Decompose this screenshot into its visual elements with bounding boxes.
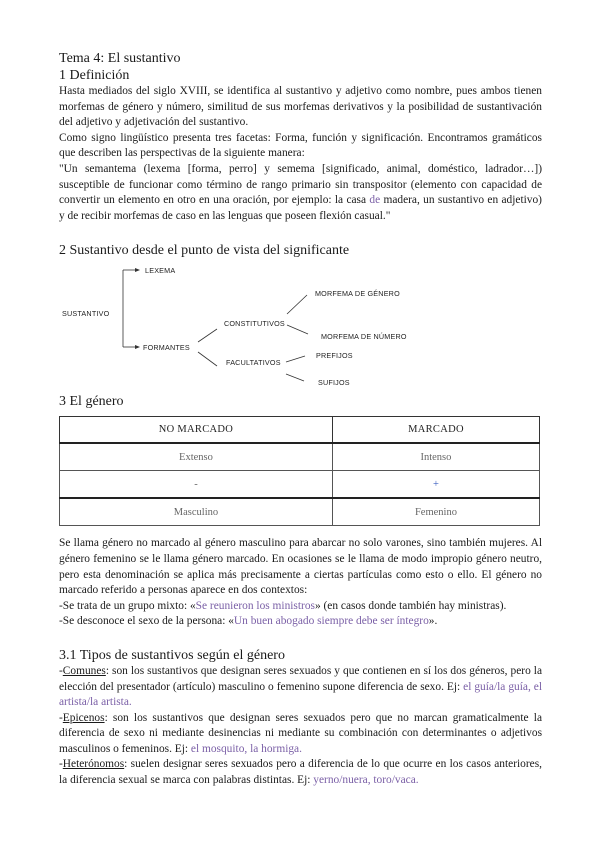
epicenos-dash: - [59,711,63,724]
heteronomos-dash: - [59,758,63,771]
comunes-paragraph [59,664,542,711]
header-no-marcado: NO MARCADO [60,417,333,444]
arrow-constitutivos [198,329,217,342]
section-1-heading: 1 Definición [59,68,130,83]
arrow-prefijos [286,356,305,362]
context-1-intro: -Se trata de un grupo mixto: « [59,599,196,612]
table-row [60,443,540,471]
context-2-example: Un buen abogado siempre debe ser íntegro [233,615,429,628]
quote-part-a: "Un semantema (lexema [forma, perro] y semema [significado, animal, doméstico, ladrador…]) susceptible de funcionar como término de rango primario sin transpositor (elemento con capacidad de convertir un elemento en otro en una oración, por ejemplo: la casa [59,162,542,207]
context-1-outro: » (en casos donde también hay ministras). [314,599,507,612]
heteronomos-text: : suelen designar seres sexuados pero a diferencia de lo que ocurre en los casos anteriores, la diferencia sexual se marca con palabras distintas. Ej: [59,758,542,787]
diagram-lexema: LEXEMA [145,266,176,276]
arrow-facultativos [198,352,217,366]
facets-paragraph: Como signo lingüístico presenta tres facetas: Forma, función y significación. Encontramos gramáticos que describen las perspectivas de la siguiente manera: [59,131,542,160]
cell-femenino: Femenino [332,498,539,526]
arrow-morfema-numero [287,325,308,334]
section-3-heading: 3 El género [59,394,124,410]
context-2-intro: -Se desconoce el sexo de la persona: « [59,615,234,628]
section-2-heading: 2 Sustantivo desde el punto de vista del significante [59,243,350,259]
header-marcado: MARCADO [332,417,539,444]
cell-extenso: Extenso [60,443,333,471]
diagram-morfema-genero: MORFEMA DE GÉNERO [315,289,400,299]
gender-table [59,416,540,526]
quote-part-b: madera, un sustantivo en adjetivo) y de recibir morfemas de caso en las lenguas que poseen flexión casual." [59,194,542,222]
quote-highlight-de: de [369,194,381,207]
definition-quote [59,162,542,224]
epicenos-term: Epicenos [62,711,105,724]
arrowhead-lexema [135,268,140,272]
diagram-formantes: FORMANTES [143,343,190,353]
diagram-facultativos: FACULTATIVOS [226,358,281,368]
comunes-example: el guía/la guía, el artista/la artista. [59,680,542,709]
document-page [59,50,542,789]
context-grupo-mixto [59,599,542,615]
context-sexo-desconocido [59,614,542,630]
context-2-outro: ». [428,615,438,628]
epicenos-paragraph [59,711,542,758]
arrow-sufijos [286,374,304,381]
significante-diagram [59,261,542,393]
diagram-morfema-numero: MORFEMA DE NÚMERO [321,332,407,342]
cell-minus: - [60,471,333,499]
cell-plus: + [332,471,539,499]
document-title: Tema 4: El sustantivo [59,51,181,66]
diagram-constitutivos: CONSTITUTIVOS [224,319,285,329]
comunes-text: : son los sustantivos que designan seres sexuados y que contienen en sí los dos géneros, pero la elección del presentador (artículo) masculino o femenino supone diferencia de sexo. Ej: [59,664,542,693]
cell-intenso: Intenso [332,443,539,471]
heteronomos-example: yerno/nuera, toro/vaca. [313,774,419,787]
heteronomos-term: Heterónomos [62,758,125,771]
table-header-row [60,417,540,444]
heteronomos-paragraph [59,757,542,788]
definition-paragraph: Hasta mediados del siglo XVIII, se identifica al sustantivo y adjetivo como nombre, pues ambos tienen morfemas de género y número, similitud de sus morfemas derivativos y la posibilidad de sustantivación del adjetivo y adjetivación del sustantivo. [59,85,542,129]
table-row [60,498,540,526]
diagram-sustantivo: SUSTANTIVO [62,309,110,319]
comunes-term: Comunes [62,664,106,677]
comunes-dash: - [59,664,63,677]
section-3-1-heading: 3.1 Tipos de sustantivos según el género [59,647,285,663]
table-row [60,471,540,499]
arrowhead-formantes [135,345,140,349]
epicenos-example: el mosquito, la hormiga. [190,742,302,755]
epicenos-text: : son los sustantivos que designan seres sexuados pero que no marcan gramaticalmente la diferencia de sexo ni mediante desinencias ni mediante su combinación con determinantes o adjetivos masculinos o femeninos. Ej: [59,711,542,755]
diagram-prefijos: PREFIJOS [316,351,353,361]
arrow-morfema-genero [287,295,307,314]
gender-paragraph: Se llama género no marcado al género masculino para abarcar no solo varones, sino también mujeres. Al género femenino se le llama género marcado. En ocasiones se le llama de modo impropio género neutro, pero esta denominación se aplica más precisamente a ciertas partículas como esto o ello. El género no marcado referido a personas aparece en dos contextos: [59,537,542,597]
cell-masculino: Masculino [60,498,333,526]
diagram-sufijos: SUFIJOS [318,378,350,388]
context-1-example: Se reunieron los ministros [195,599,315,612]
diagram-lines [59,261,542,393]
